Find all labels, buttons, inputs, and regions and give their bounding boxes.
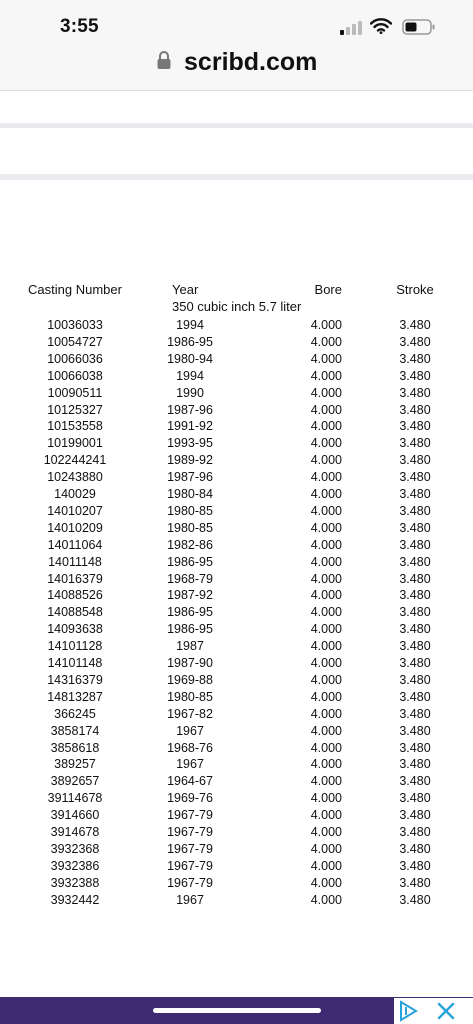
cell-bore: 4.000 [310, 875, 342, 890]
cell-stroke: 3.480 [399, 892, 431, 907]
cell-bore: 4.000 [310, 622, 342, 637]
cell-casting-number: 140029 [54, 487, 96, 501]
table-row [0, 318, 473, 335]
lock-icon [156, 50, 172, 70]
table-row [0, 470, 473, 487]
table-row [0, 842, 473, 859]
cell-casting-number: 10125327 [47, 402, 103, 417]
cell-year: 1967 [176, 892, 204, 907]
cell-year: 1967-79 [167, 825, 213, 839]
cell-bore: 4.000 [310, 672, 342, 687]
cell-stroke: 3.480 [399, 706, 431, 721]
cell-year: 1967 [176, 757, 204, 772]
cell-year: 1987 [176, 639, 204, 654]
cell-bore: 4.000 [310, 841, 342, 856]
status-time: 3:55 [60, 16, 99, 37]
table-row [0, 757, 473, 774]
cell-casting-number: 14101128 [47, 639, 103, 654]
cell-year: 1986-95 [167, 605, 213, 620]
cell-stroke: 3.480 [399, 875, 431, 890]
cell-stroke: 3.480 [399, 385, 431, 400]
cell-bore: 4.000 [310, 571, 342, 586]
wifi-icon [370, 18, 392, 34]
cell-year: 1993-95 [167, 436, 213, 451]
cell-bore: 4.000 [310, 858, 342, 873]
table-row [0, 622, 473, 639]
table-row [0, 369, 473, 386]
table-row [0, 487, 473, 504]
header-stroke: Stroke [396, 282, 434, 297]
address-bar[interactable] [0, 48, 473, 91]
cell-stroke: 3.480 [399, 656, 431, 670]
cellular-signal-icon [340, 21, 362, 35]
cell-casting-number: 10066038 [47, 368, 103, 383]
cell-casting-number: 3932368 [50, 841, 100, 856]
cell-bore: 4.000 [310, 351, 342, 366]
cell-casting-number: 10054727 [47, 334, 103, 349]
table-row [0, 808, 473, 825]
cell-casting-number: 14813287 [47, 689, 103, 704]
cell-bore: 4.000 [310, 892, 342, 907]
cell-stroke: 3.480 [399, 503, 431, 518]
cell-bore: 4.000 [310, 808, 342, 823]
battery-icon [402, 19, 436, 35]
cell-year: 1967-79 [167, 875, 213, 890]
cell-casting-number: 3892657 [50, 774, 100, 789]
cell-stroke: 3.480 [399, 774, 431, 789]
cell-bore: 4.000 [310, 436, 342, 451]
table-row [0, 639, 473, 656]
cell-casting-number: 14010209 [47, 520, 103, 535]
cell-stroke: 3.480 [399, 436, 431, 451]
cell-casting-number: 14011064 [47, 537, 103, 552]
cell-stroke: 3.480 [399, 402, 431, 417]
table-row [0, 876, 473, 893]
cell-year: 1967 [176, 723, 204, 738]
table-row [0, 352, 473, 369]
cell-stroke: 3.480 [399, 588, 431, 603]
cell-casting-number: 10153558 [47, 419, 103, 434]
cell-casting-number: 3914660 [50, 808, 100, 823]
cell-stroke: 3.480 [399, 470, 431, 485]
cell-bore: 4.000 [310, 774, 342, 789]
cell-year: 1980-94 [167, 351, 213, 366]
cell-stroke: 3.480 [399, 672, 431, 687]
cell-stroke: 3.480 [399, 368, 431, 383]
cell-year: 1967-79 [167, 858, 213, 873]
table-row [0, 572, 473, 589]
cell-casting-number: 3932386 [50, 858, 100, 873]
table-row [0, 707, 473, 724]
content-divider [0, 123, 473, 128]
cell-bore: 4.000 [310, 723, 342, 738]
cell-stroke: 3.480 [399, 537, 431, 552]
cell-casting-number: 102244241 [43, 453, 107, 468]
cell-year: 1987-96 [167, 402, 213, 417]
cell-stroke: 3.480 [399, 858, 431, 873]
cell-year: 1967-82 [167, 706, 213, 721]
cell-bore: 4.000 [310, 791, 342, 806]
table-row [0, 521, 473, 538]
cell-year: 1987-92 [167, 588, 213, 603]
cell-bore: 4.000 [310, 706, 342, 721]
cell-stroke: 3.480 [399, 757, 431, 772]
header-casting-number: Casting Number [28, 282, 122, 297]
cell-casting-number: 14088526 [47, 588, 103, 603]
cell-casting-number: 14101148 [47, 656, 103, 670]
table-row [0, 588, 473, 605]
cell-bore: 4.000 [310, 503, 342, 518]
table-row [0, 774, 473, 791]
table-row [0, 386, 473, 403]
cell-bore: 4.000 [310, 656, 342, 670]
cell-year: 1980-84 [167, 487, 213, 501]
cell-bore: 4.000 [310, 453, 342, 468]
cell-bore: 4.000 [310, 825, 342, 839]
cell-casting-number: 14088548 [47, 605, 103, 620]
table-row [0, 504, 473, 521]
cell-stroke: 3.480 [399, 791, 431, 806]
cell-casting-number: 14093638 [47, 622, 103, 637]
cell-stroke: 3.480 [399, 723, 431, 738]
cell-stroke: 3.480 [399, 487, 431, 501]
cell-bore: 4.000 [310, 385, 342, 400]
cell-casting-number: 389257 [54, 757, 96, 772]
cell-year: 1987-90 [167, 656, 213, 670]
status-bar [0, 0, 473, 48]
table-row [0, 656, 473, 673]
cell-casting-number: 14316379 [47, 672, 103, 687]
cell-bore: 4.000 [310, 605, 342, 620]
cell-year: 1967-79 [167, 808, 213, 823]
cell-year: 1968-79 [167, 571, 213, 586]
table-row [0, 538, 473, 555]
cell-stroke: 3.480 [399, 808, 431, 823]
cell-stroke: 3.480 [399, 825, 431, 839]
table-row [0, 673, 473, 690]
cell-bore: 4.000 [310, 537, 342, 552]
cell-stroke: 3.480 [399, 639, 431, 654]
cell-bore: 4.000 [310, 554, 342, 569]
cell-year: 1989-92 [167, 453, 213, 468]
cell-casting-number: 10199001 [47, 436, 103, 451]
close-ad-icon[interactable] [434, 999, 458, 1023]
cell-year: 1980-85 [167, 689, 213, 704]
cell-bore: 4.000 [310, 402, 342, 417]
table-row [0, 825, 473, 842]
cell-bore: 4.000 [310, 470, 342, 485]
cell-casting-number: 3858174 [50, 723, 100, 738]
cell-year: 1986-95 [167, 554, 213, 569]
cell-stroke: 3.480 [399, 419, 431, 434]
cell-year: 1986-95 [167, 622, 213, 637]
cell-stroke: 3.480 [399, 689, 431, 704]
table-row [0, 724, 473, 741]
cell-bore: 4.000 [310, 318, 342, 332]
cell-bore: 4.000 [310, 419, 342, 434]
content-divider [0, 174, 473, 180]
cell-year: 1967-79 [167, 841, 213, 856]
home-indicator [153, 1008, 321, 1013]
cell-year: 1994 [176, 318, 204, 332]
cell-stroke: 3.480 [399, 841, 431, 856]
cell-casting-number: 366245 [54, 706, 96, 721]
cell-casting-number: 14016379 [47, 571, 103, 586]
cell-bore: 4.000 [310, 487, 342, 501]
table-row [0, 453, 473, 470]
cell-stroke: 3.480 [399, 520, 431, 535]
cell-casting-number: 39114678 [47, 791, 103, 806]
ad-choices[interactable] [394, 998, 473, 1024]
cell-year: 1980-85 [167, 520, 213, 535]
cell-stroke: 3.480 [399, 351, 431, 366]
table-row [0, 555, 473, 572]
cell-stroke: 3.480 [399, 740, 431, 755]
cell-bore: 4.000 [310, 334, 342, 349]
cell-year: 1987-96 [167, 470, 213, 485]
cell-year: 1968-76 [167, 740, 213, 755]
cell-year: 1982-86 [167, 537, 213, 552]
cell-bore: 4.000 [310, 588, 342, 603]
cell-casting-number: 10066036 [47, 351, 103, 366]
cell-stroke: 3.480 [399, 571, 431, 586]
cell-casting-number: 10090511 [47, 385, 103, 400]
table-row [0, 859, 473, 876]
cell-year: 1994 [176, 368, 204, 383]
table-row [0, 893, 473, 910]
cell-stroke: 3.480 [399, 334, 431, 349]
cell-stroke: 3.480 [399, 605, 431, 620]
cell-year: 1964-67 [167, 774, 213, 789]
cell-year: 1980-85 [167, 503, 213, 518]
cell-casting-number: 3932388 [50, 875, 100, 890]
table-row [0, 605, 473, 622]
cell-year: 1986-95 [167, 334, 213, 349]
table-row [0, 436, 473, 453]
table-subheader: 350 cubic inch 5.7 liter [172, 299, 302, 314]
table-row [0, 335, 473, 352]
cell-bore: 4.000 [310, 639, 342, 654]
cell-bore: 4.000 [310, 368, 342, 383]
cell-year: 1990 [176, 385, 204, 400]
table-row [0, 741, 473, 758]
cell-bore: 4.000 [310, 689, 342, 704]
cell-stroke: 3.480 [399, 622, 431, 637]
cell-bore: 4.000 [310, 740, 342, 755]
cell-casting-number: 14010207 [47, 503, 103, 518]
cell-casting-number: 14011148 [48, 554, 102, 569]
cell-casting-number: 10243880 [47, 470, 103, 485]
cell-stroke: 3.480 [399, 453, 431, 468]
header-bore: Bore [314, 282, 342, 297]
cell-bore: 4.000 [310, 520, 342, 535]
table-row [0, 791, 473, 808]
table-row [0, 419, 473, 436]
cell-year: 1969-88 [167, 672, 213, 687]
cell-casting-number: 3932442 [50, 892, 100, 907]
url-text[interactable]: scribd.com [184, 48, 318, 76]
cell-year: 1969-76 [167, 791, 213, 806]
cell-casting-number: 3914678 [50, 825, 100, 839]
adchoices-icon[interactable] [396, 998, 422, 1024]
cell-casting-number: 3858618 [50, 740, 100, 755]
cell-bore: 4.000 [310, 757, 342, 772]
table-row [0, 690, 473, 707]
table-row [0, 403, 473, 420]
cell-stroke: 3.480 [399, 318, 431, 332]
cell-stroke: 3.480 [399, 554, 431, 569]
cell-casting-number: 10036033 [47, 318, 103, 332]
cell-year: 1991-92 [167, 419, 213, 434]
header-year: Year [172, 282, 199, 297]
